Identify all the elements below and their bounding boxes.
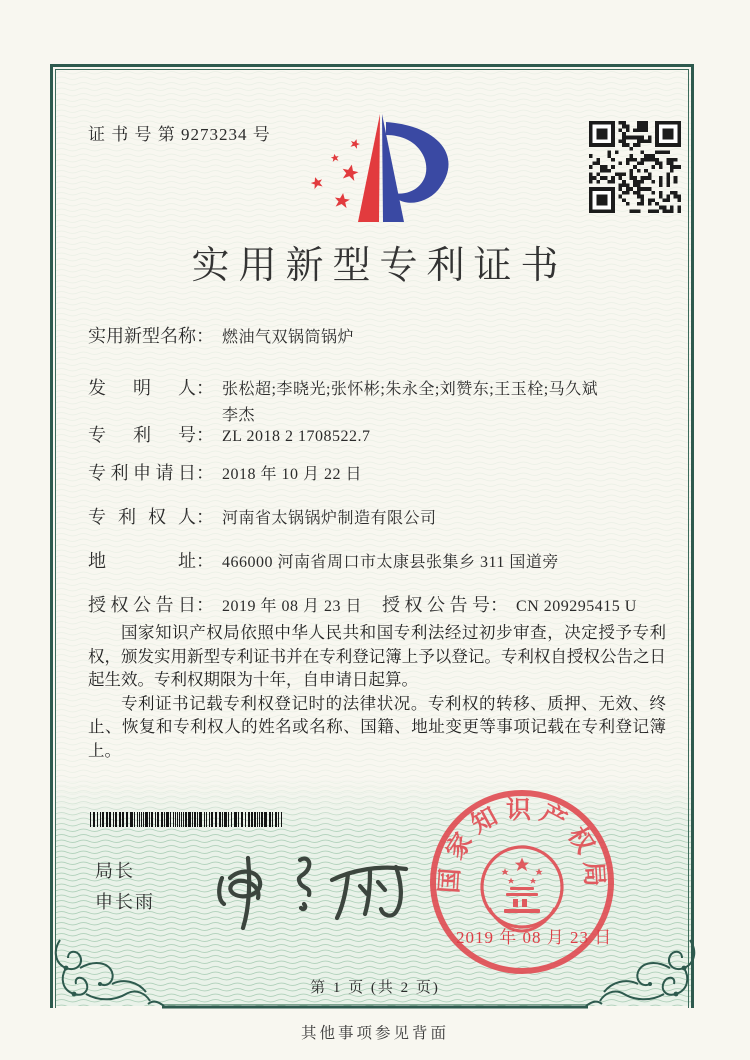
certificate-title: 实用新型专利证书 <box>191 245 568 287</box>
field-colon: ： <box>490 595 509 615</box>
field-value: 燃油气双锅筒锅炉 <box>222 329 355 346</box>
field-row-patentee <box>88 503 437 529</box>
bottom-ornament <box>50 938 700 1012</box>
field-colon: ： <box>196 551 214 571</box>
field-row-filing-date <box>88 459 362 485</box>
qr-code <box>589 121 681 213</box>
field-label: 专利申请日 <box>88 463 196 483</box>
field-label: 实用新型名称 <box>88 326 196 346</box>
field-row-grant <box>88 591 637 617</box>
inventors-line-2: 李杰 <box>222 407 256 424</box>
director-signature <box>208 848 418 936</box>
page-number: 第 1 页 (共 2 页) <box>310 980 440 996</box>
seal-text: 国家知识产权局 <box>436 796 608 895</box>
field-row-name <box>88 322 354 348</box>
field-row-patent-no <box>88 421 370 447</box>
field-value: 466000 河南省周口市太康县张集乡 311 国道旁 <box>222 554 559 571</box>
field-value: ZL 2018 2 1708522.7 <box>222 428 371 445</box>
seal-date: 2019 年 08 月 23 日 <box>456 928 613 947</box>
field-value: 河南省太锅锅炉制造有限公司 <box>222 510 437 527</box>
field-colon: ： <box>196 463 214 483</box>
director-title: 局长 <box>95 861 135 881</box>
field-colon: ： <box>196 425 214 445</box>
field-label: 发明人 <box>88 378 196 398</box>
cert-number: 证 书 号 第 9273234 号 <box>88 125 271 144</box>
field-label: 专利号 <box>88 425 196 445</box>
body-paragraph-2: 专利证书记载专利权登记时的法律状况。专利权的转移、质押、无效、终止、恢复和专利权人的姓名或名称、国籍、地址变更等事项记载在专利登记簿上。 <box>88 693 666 760</box>
field-label: 授权公告日 <box>88 595 196 615</box>
field-row-address <box>88 547 559 573</box>
field-value: 2018 年 10 月 22 日 <box>222 466 363 483</box>
cnipa-patent-logo-icon <box>292 110 470 228</box>
body-paragraph-1: 国家知识产权局依照中华人民共和国专利法经过初步审查，决定授予专利权，颁发实用新型专利证书并在专利登记簿上予以登记。专利权自授权公告之日起生效。专利权期限为十年，自申请日起算。 <box>88 623 666 689</box>
field-label: 专利权人 <box>88 507 196 527</box>
director-name: 申长雨 <box>95 892 155 912</box>
field-colon: ： <box>196 378 214 398</box>
inventors-line-1: 张松超;李晓光;张怀彬;朱永全;刘赞东;王玉栓;马久斌 <box>222 381 599 398</box>
field-label: 授权公告号 <box>382 595 491 615</box>
field-value: CN 209295415 U <box>516 598 637 615</box>
field-colon: ： <box>196 326 214 346</box>
legal-text <box>88 621 666 762</box>
field-colon: ： <box>196 595 214 615</box>
field-value: 2019 年 08 月 23 日 <box>222 598 363 615</box>
svg-text:国家知识产权局 <box>435 796 609 894</box>
field-label: 地址 <box>88 551 196 571</box>
director-block <box>95 856 155 918</box>
back-note: 其他事项参见背面 <box>300 1025 449 1042</box>
barcode <box>90 812 286 827</box>
field-colon: ： <box>196 507 214 527</box>
